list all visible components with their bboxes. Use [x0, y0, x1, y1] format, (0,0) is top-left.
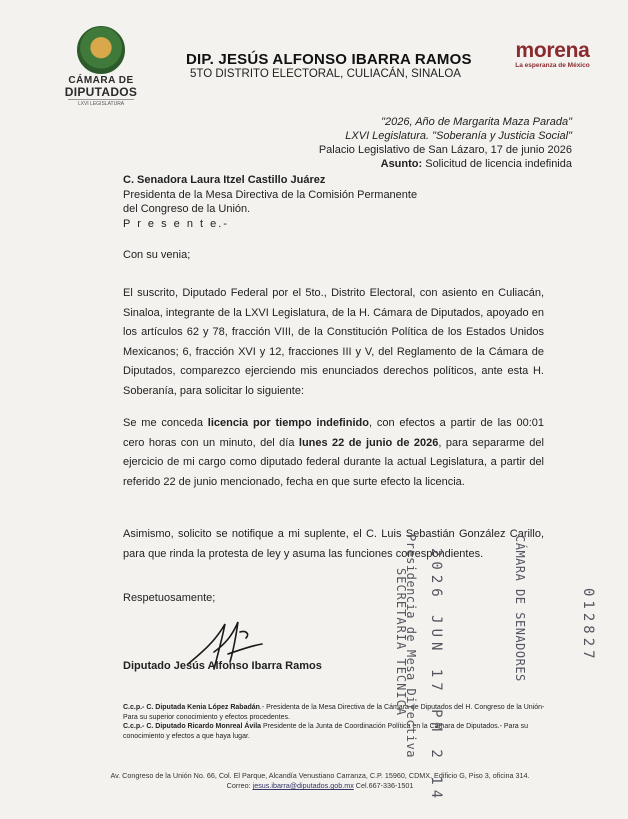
regards: Respetuosamente;: [123, 592, 216, 604]
legislature-motto: LXVI Legislatura. "Soberanía y Justicia Social": [345, 130, 572, 142]
subject-line: [319, 157, 572, 171]
coat-of-arms-icon: [77, 26, 125, 74]
subject-value: Solicitud de licencia indefinida: [422, 158, 572, 170]
morena-logo: [505, 40, 600, 69]
stamp-senado: CÁMARA DE SENADORES: [513, 535, 527, 682]
ccp-line-2: [123, 722, 553, 741]
paragraph-2: [123, 414, 544, 492]
presente: P r e s e n t e.-: [123, 217, 229, 230]
deputy-name-header: DIP. JESÚS ALFONSO IBARRA RAMOS: [186, 51, 472, 68]
paragraph-3: Asimismo, solicito se notifique a mi suplente, el C. Luis Sebastián González Carillo, para que rinda la protesta de ley y asuma las funciones correspondientes.: [123, 528, 544, 560]
addressee-name: C. Senadora Laura Itzel Castillo Juárez: [123, 174, 326, 186]
ccp-2-text: Presidente de la Junta de Coordinación Política en la Cámara de Diputados.- Para su conocimiento y efectos a que haya lugar.: [123, 723, 529, 740]
stamp-folio: 012827: [580, 588, 596, 663]
place-date: Palacio Legislativo de San Lázaro, 17 de junio 2026: [318, 144, 572, 156]
addressee-role1: Presidenta de la Mesa Directiva de la Comisión Permanente: [123, 188, 418, 201]
p2-date: lunes 22 de junio de 2026: [298, 436, 439, 449]
phone: Cel.667-336-1501: [353, 781, 414, 790]
ccp-line-1: [123, 703, 553, 722]
ccp-2-label: C.c.p.- C. Diputado Ricardo Monreal Ávila: [123, 723, 262, 730]
p2-license: licencia por tiempo indefinido: [207, 417, 369, 429]
date-subject-block: [319, 115, 572, 171]
party-tagline: La esperanza de México: [515, 62, 590, 69]
footer: [60, 771, 580, 791]
email-label: Correo:: [226, 781, 253, 790]
camara-diputados-logo: [56, 26, 146, 107]
p2-e: , para separarme del ejercicio de mi cargo como diputado federal durante la actual Legislatura, a partir del referido 22 de junio mencionado, fecha en que surte efecto la licencia.: [123, 436, 544, 488]
addressee-block: [123, 173, 417, 231]
party-name: morena: [515, 39, 590, 62]
signer-name: Diputado Jesús Alfonso Ibarra Ramos: [123, 660, 322, 672]
p2-a: Se me conceda: [123, 417, 208, 429]
logo-line2: DIPUTADOS: [64, 85, 138, 99]
greeting: Con su venia;: [123, 249, 191, 261]
ccp-1-text: .- Presidenta de la Mesa Directiva de la Cámara de Diputados del H. Congreso de la Unión- Para su superior conocimiento y efectos procedentes.: [123, 704, 545, 721]
logo-line1: CÁMARA DE: [68, 75, 134, 86]
p2-c: , con efectos a partir de las 00:01 cero horas con un minuto, del día: [123, 417, 544, 449]
stamp-received-date: 2026 JUN 17 PM 2 14: [428, 548, 444, 804]
addressee-role2: del Congreso de la Unión.: [123, 203, 251, 215]
logo-line3: LXVI LEGISLATURA: [77, 101, 125, 107]
stamp-presidencia: Presidencia de Mesa Directiva: [404, 534, 418, 759]
district-header: 5TO DISTRITO ELECTORAL, CULIACÁN, SINALOA: [190, 68, 461, 80]
year-motto: "2026, Año de Margarita Maza Parada": [381, 116, 572, 128]
paragraph-1: [123, 284, 544, 401]
logo-divider: [68, 99, 134, 100]
ccp-1-label: C.c.p.- C. Diputada Kenia López Rabadán: [123, 704, 260, 711]
footer-address: Av. Congreso de la Unión No. 66, Col. El Parque, Alcandía Venustiano Carranza, C.P. 15960, CDMX, Edificio G, Piso 3, oficina 314.: [110, 771, 530, 780]
stamp-secretaria: SECRETARÍA TÉCNICA: [394, 568, 408, 717]
ccp-block: [123, 703, 553, 741]
subject-label: Asunto:: [380, 158, 423, 170]
email-link[interactable]: jesus.ibarra@diputados.gob.mx: [252, 781, 354, 790]
footer-contact: [60, 781, 580, 791]
paragraph-1-text: El suscrito, Diputado Federal por el 5to., Distrito Electoral, con asiento en Culiacán, Sinaloa, integrante de la LXVI Legislatura, de la H. Cámara de Diputados, apoyado en los artículos 62 y 78, fracción VIII, de la Constitución Política de los Estados Unidos Mexicanos; 6, fracción XVI y 12, fracciones III y V, del Reglamento de la Cámara de Diputados, comparezco ejerciendo mis enunciados derechos políticos, ante esta H. Soberanía, para solicitar lo siguiente:: [123, 287, 544, 397]
